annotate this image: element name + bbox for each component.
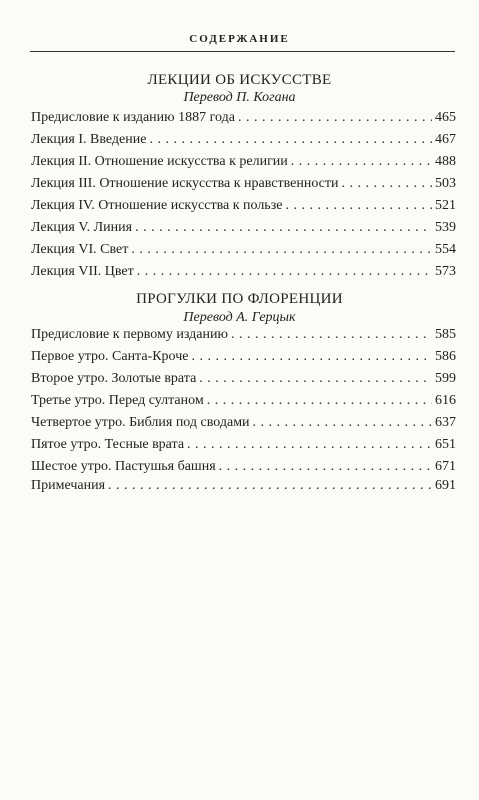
toc-entry-title: Предисловие к изданию 1887 года (31, 110, 235, 125)
toc-entry[interactable] (31, 176, 456, 198)
toc-entry-title: Предисловие к первому изданию (31, 327, 228, 342)
toc-entry-title: Лекция I. Введение (31, 132, 147, 147)
dot-leader (342, 176, 432, 192)
toc-entry-page: 539 (435, 220, 456, 235)
dot-leader (238, 110, 432, 126)
toc-entry-page: 616 (435, 393, 456, 408)
dot-leader (219, 459, 432, 475)
toc-entry[interactable] (31, 349, 456, 371)
dot-leader (131, 242, 432, 258)
toc-list-walks (31, 327, 456, 481)
dot-leader (253, 415, 432, 431)
dot-leader (199, 371, 432, 387)
toc-entry-page: 586 (435, 349, 456, 364)
toc-entry-title: Шестое утро. Пастушья башня (31, 459, 216, 474)
toc-entry[interactable] (31, 242, 456, 264)
toc-entry[interactable] (31, 327, 456, 349)
toc-entry[interactable] (31, 220, 456, 242)
toc-entry-page: 671 (435, 459, 456, 474)
toc-entry-title: Лекция II. Отношение искусства к религии (31, 154, 288, 169)
toc-entry-page: 503 (435, 176, 456, 191)
dot-leader (291, 154, 432, 170)
dot-leader (135, 220, 432, 236)
dot-leader (191, 349, 432, 365)
toc-entry-page: 651 (435, 437, 456, 452)
toc-entry-page: 573 (435, 264, 456, 279)
toc-entry-title: Лекция VII. Цвет (31, 264, 134, 279)
toc-entry-page: 554 (435, 242, 456, 257)
toc-entry-title: Первое утро. Санта-Кроче (31, 349, 189, 364)
toc-entry[interactable] (31, 154, 456, 176)
toc-entry-page: 585 (435, 327, 456, 342)
section-title-lectures: ЛЕКЦИИ ОБ ИСКУССТВЕ (147, 72, 332, 88)
toc-entry-page: 599 (435, 371, 456, 386)
toc-entry-title: Пятое утро. Тесные врата (31, 437, 185, 452)
toc-list-lectures (31, 110, 456, 286)
toc-entry-page: 465 (435, 110, 456, 125)
dot-leader (285, 198, 432, 214)
toc-entry-page: 521 (435, 198, 456, 213)
toc-entry-title: Третье утро. Перед султаном (31, 393, 204, 408)
dot-leader (137, 264, 432, 280)
toc-entry[interactable] (31, 110, 456, 132)
toc-entry-title: Второе утро. Золотые врата (31, 371, 197, 386)
toc-entry-title: Лекция V. Линия (31, 220, 133, 235)
toc-entry[interactable] (31, 371, 456, 393)
toc-entry[interactable] (31, 264, 456, 286)
toc-entry-page: 488 (435, 154, 456, 169)
running-head: СОДЕРЖАНИЕ (189, 33, 290, 45)
dot-leader (108, 478, 432, 494)
dot-leader (187, 437, 432, 453)
header-rule (30, 51, 455, 52)
toc-entry-title: Лекция VI. Свет (31, 242, 129, 257)
dot-leader (231, 327, 432, 343)
dot-leader (149, 132, 432, 148)
toc-entry-title: Лекция III. Отношение искусства к нравственности (31, 176, 339, 191)
toc-entry-title: Примечания (31, 478, 106, 493)
toc-entry[interactable] (31, 393, 456, 415)
toc-entry[interactable] (31, 198, 456, 220)
toc-entry[interactable] (31, 415, 456, 437)
toc-entry-page: 637 (435, 415, 456, 430)
toc-entry[interactable] (31, 437, 456, 459)
section-title-walks: ПРОГУЛКИ ПО ФЛОРЕНЦИИ (136, 291, 343, 307)
dot-leader (207, 393, 432, 409)
toc-entry-page: 691 (435, 478, 456, 493)
toc-entry-title: Четвертое утро. Библия под сводами (31, 415, 250, 430)
toc-list-notes (31, 478, 456, 500)
toc-entry-title: Лекция IV. Отношение искусства к пользе (31, 198, 283, 213)
toc-entry-notes[interactable] (31, 478, 456, 500)
section-translator-lectures: Перевод П. Когана (183, 90, 296, 105)
section-translator-walks: Перевод А. Герцык (183, 310, 296, 325)
toc-entry-page: 467 (435, 132, 456, 147)
toc-entry[interactable] (31, 132, 456, 154)
